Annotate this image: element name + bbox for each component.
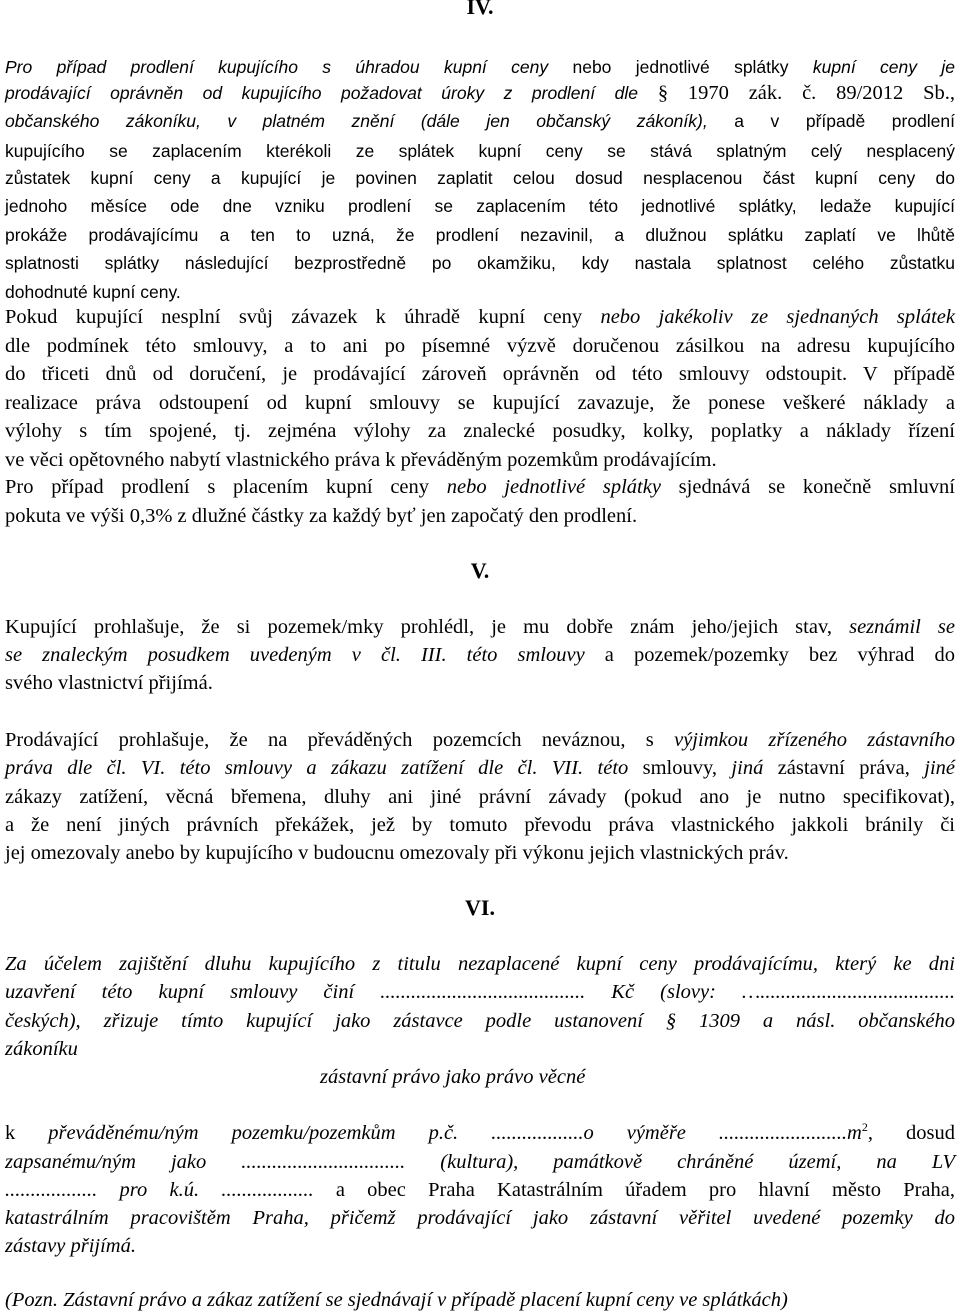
sec6-line-9: katastrálním pracovištěm Praha, přičemž prodávající jako zástavní věřitel uvedené pozemky do <box>5 1207 955 1229</box>
section-heading-vi: VI. <box>465 895 495 920</box>
sec4-line-8: splatnosti splátky následující bezprostředně po okamžiku, kdy nastala splatnost celého zůstatku <box>5 253 955 273</box>
sec4-p3-line-2: pokuta ve výši 0,3% z dlužné částky za každý byť jen započatý den prodlení. <box>5 505 638 527</box>
sec4-line-2: prodávající oprávněn od kupujícího požadovat úroky z prodlení dle § 1970 zák. č. 89/2012 Sb., <box>5 82 955 104</box>
sec6-line-6: k převáděnému/ným pozemku/pozemkům p.č. ..................o výměře $.........................m^2$, dosud <box>5 1120 955 1144</box>
sec4-line-7: prokáže prodávajícímu a ten to uzná, že prodlení nezavinil, a dlužnou splátku zaplatí ve lhůtě <box>5 225 955 245</box>
sec6-line-10: zástavy přijímá. <box>5 1235 136 1257</box>
sec4-p2-line-4: realizace práva odstoupení od kupní smlouvy se kupující zavazuje, že ponese veškeré náklady a <box>5 392 955 414</box>
sec6-line-5: zástavní právo jako právo věcné <box>320 1066 586 1088</box>
sec4-p2-line-2: dle podmínek této smlouvy, a to ani po písemné výzvě doručenou zásilkou na adresu kupujícího <box>5 335 955 357</box>
sec5-line-1: Kupující prohlašuje, že si pozemek/mky prohlédl, je mu dobře znám jeho/jejich stav, seznámil se <box>5 616 956 638</box>
sec5-p2-line-1: Prodávající prohlašuje, že na převáděných pozemcích neváznou, s výjimkou zřízeného zástavního <box>5 729 956 751</box>
sec4-p2-line-1: Pokud kupující nesplní svůj závazek k úhradě kupní ceny nebo jakékoliv ze sjednaných splátek <box>5 306 956 328</box>
sec4-line-5: zůstatek kupní ceny a kupující je povinen zaplatit celou dosud nesplacenou část kupní ceny do <box>5 168 955 188</box>
sec4-line-4: kupujícího se zaplacením kterékoli ze splátek kupní ceny se stává splatným celý nesplacený <box>5 141 955 161</box>
section-heading-v: V. <box>470 558 490 583</box>
sec5-line-2: se znaleckým posudkem uvedeným v čl. III. této smlouvy a pozemek/pozemky bez výhrad do <box>5 644 955 666</box>
sec4-p2-line-6: ve věci opětovného nabytí vlastnického práva k převáděným pozemkům prodávajícím. <box>5 449 717 471</box>
sec4-p2-line-3: do třiceti dnů od doručení, je prodávající zároveň oprávněn od této smlouvy odstoupit. V případě <box>5 363 955 385</box>
sec4-line-1: Pro případ prodlení kupujícího s úhradou kupní ceny nebo jednotlivé splátky kupní ceny je <box>5 57 955 77</box>
sec5-p2-line-3: zákazy zatížení, věcná břemena, dluhy ani jiné právní závady (pokud ano je nutno specifikovat), <box>5 786 955 808</box>
sec6-line-7: zapsanému/ným jako ................................ (kultura), památkově chráněné území, na LV <box>5 1151 955 1173</box>
sec6-line-1: Za účelem zajištění dluhu kupujícího z titulu nezaplacené kupní ceny prodávajícímu, který ke dni <box>5 953 955 975</box>
sec4-p2-line-5: výlohy s tím spojené, tj. zejména výlohy za znalecké posudky, kolky, poplatky a náklady řízení <box>5 420 955 442</box>
sec6-line-3: českých), zřizuje tímto kupující jako zástavce podle ustanovení § 1309 a násl. občanského <box>5 1010 955 1032</box>
sec6-line-4: zákoníku <box>5 1038 78 1060</box>
sec5-p2-line-4: a že není jiných právních překážek, jež by tomuto převodu práva vlastnického jakkoli bránily či <box>5 814 955 836</box>
sec6-line-2: uzavření této kupní smlouvy činí ........................................ Kč (slovy: …...................................... <box>5 981 955 1003</box>
sec4-line-6: jednoho měsíce ode dne vzniku prodlení se zaplacením této jednotlivé splátky, ledaže kupující <box>5 196 955 216</box>
sec4-line-9: dohodnuté kupní ceny. <box>5 282 181 302</box>
sec4-line-3: občanského zákoníku, v platném znění (dále jen občanský zákoník), a v případě prodlení <box>5 111 955 131</box>
sec5-p2-line-5: jej omezovaly anebo by kupujícího v budoucnu omezovaly při výkonu jejich vlastnických práv. <box>5 842 789 864</box>
sec4-p3-line-1: Pro případ prodlení s placením kupní ceny nebo jednotlivé splátky sjednává se konečně smluvní <box>5 476 956 498</box>
sec6-line-8: .................. pro k.ú. .................. a obec Praha Katastrálním úřadem pro hlavní město Praha, <box>5 1179 955 1201</box>
sec6-note: (Pozn. Zástavní právo a zákaz zatížení se sjednávají v případě placení kupní ceny ve splátkách) <box>5 1289 788 1311</box>
sec5-p2-line-2: práva dle čl. VI. této smlouvy a zákazu zatížení dle čl. VII. této smlouvy, jiná zástavní práva, jiné <box>5 757 955 779</box>
sec5-line-3: svého vlastnictví přijímá. <box>5 672 213 694</box>
section-heading-iv: IV. <box>466 0 494 19</box>
